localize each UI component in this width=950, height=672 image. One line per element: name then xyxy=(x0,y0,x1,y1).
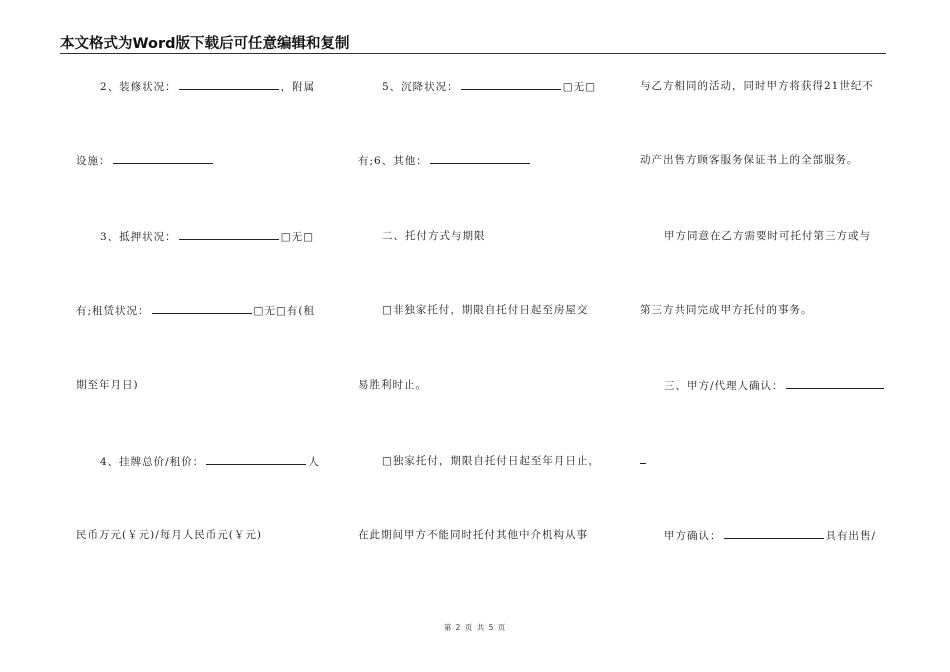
listing-price-line xyxy=(76,454,320,468)
non-exclusive-continuation: 易胜利时止。 xyxy=(358,379,427,391)
header-divider xyxy=(60,53,886,54)
lease-status-label: 有;租赁状况： xyxy=(76,305,150,317)
decoration-status-suffix: ，附属 xyxy=(280,81,316,93)
settlement-status-blank xyxy=(461,79,561,90)
settlement-status-line xyxy=(358,79,596,93)
lease-status-line xyxy=(76,303,315,317)
facilities-label: 设施： xyxy=(76,155,111,167)
service-clause-line-2: 动产出售方顾客服务保证书上的全部服务。 xyxy=(640,154,859,166)
settlement-status-options: □无□ xyxy=(562,81,597,93)
mortgage-status-label: 3、抵押状况： xyxy=(100,231,177,243)
other-line xyxy=(358,153,532,167)
agent-confirmation-line xyxy=(640,378,886,392)
agent-confirmation-continuation xyxy=(640,454,646,468)
decoration-status-label: 2、装修状况： xyxy=(100,81,177,93)
non-exclusive-option-text: □非独家托付，期限自托付日起至房屋交 xyxy=(382,304,589,316)
lease-status-blank xyxy=(152,303,252,314)
other-blank xyxy=(430,153,530,164)
decoration-status-line xyxy=(76,79,315,93)
section-two-heading: 二、托付方式与期限 xyxy=(382,230,486,242)
mortgage-status-line xyxy=(76,229,314,243)
listing-price-suffix: 人 xyxy=(308,456,320,468)
facilities-line xyxy=(76,153,215,167)
exclusive-continuation: 在此期间甲方不能同时托付其他中介机构从事 xyxy=(358,529,588,541)
mortgage-status-blank xyxy=(179,229,279,240)
agent-confirmation-label: 三、甲方/代理人确认： xyxy=(664,380,784,392)
other-label: 有;6、其他： xyxy=(358,155,428,167)
agent-confirmation-blank xyxy=(786,378,884,389)
document-header-title: 本文格式为Word版下载后可任意编辑和复制 xyxy=(60,36,350,52)
settlement-status-label: 5、沉降状况： xyxy=(382,81,459,93)
third-party-clause-line-1: 甲方同意在乙方需要时可托付第三方或与 xyxy=(664,230,871,242)
party-a-confirmation-label: 甲方确认： xyxy=(664,530,722,542)
party-a-confirmation-blank xyxy=(724,528,824,539)
third-party-clause-line-2: 第三方共同完成甲方托付的事务。 xyxy=(640,304,813,316)
facilities-blank xyxy=(113,153,213,164)
party-a-confirmation-suffix: 具有出售/ xyxy=(825,530,877,542)
mortgage-status-options: □无□ xyxy=(280,231,315,243)
price-currency-text: 民币万元(￥元)/每月人民币元(￥元) xyxy=(76,529,262,541)
listing-price-label: 4、挂牌总价/租价： xyxy=(100,456,205,468)
lease-period-text: 期至年月日) xyxy=(76,379,139,391)
decoration-status-blank xyxy=(179,79,279,90)
page-number-footer: 第 2 页 共 5 页 xyxy=(443,623,507,632)
continuation-underline xyxy=(640,454,646,464)
service-clause-line-1: 与乙方相同的活动，同时甲方将获得21世纪不 xyxy=(640,80,874,92)
party-a-confirmation-line xyxy=(640,528,876,542)
exclusive-option-text: □独家托付，期限自托付日起至年月日止， xyxy=(382,455,600,467)
lease-status-options: □无□有(租 xyxy=(253,305,315,317)
listing-price-blank xyxy=(206,454,306,465)
